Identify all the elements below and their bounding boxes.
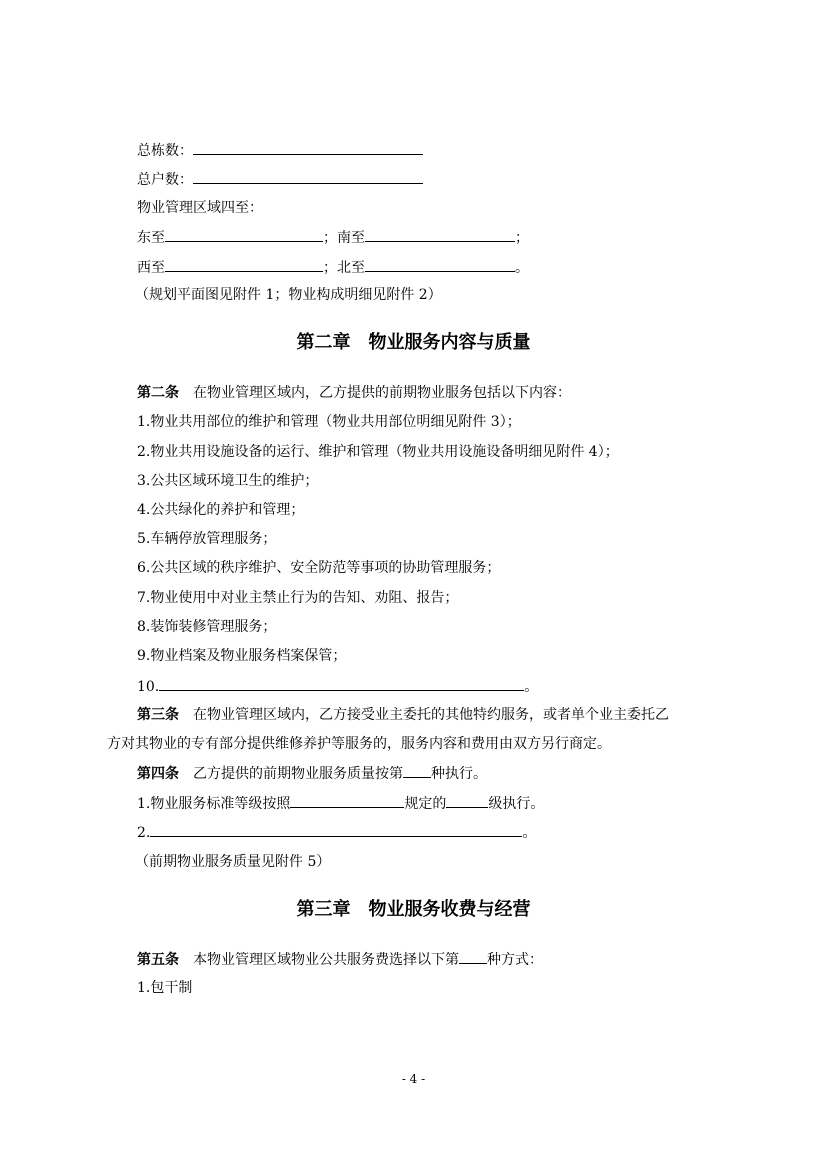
south-blank[interactable] (365, 228, 515, 242)
total-buildings-label: 总栋数： (137, 143, 193, 159)
list-item: 2.物业共用设施设备的运行、维护和管理（物业共用设施设备明细见附件 4）； (137, 444, 619, 460)
north-label: 北至 (337, 260, 365, 276)
article-text: 种方式： (487, 952, 543, 968)
boundary-label: 物业管理区域四至： (137, 200, 263, 216)
quality-note: （前期物业服务质量见附件 5） (135, 854, 331, 870)
item-2-blank[interactable] (150, 823, 522, 837)
attachment-note: （规划平面图见附件 1；物业构成明细见附件 2） (135, 287, 442, 303)
item-2-prefix: 2. (137, 825, 151, 841)
list-item: 7.物业使用中对业主禁止行为的告知、劝阻、报告； (137, 590, 459, 606)
article-text: 在物业管理区域内，乙方提供的前期物业服务包括以下内容： (179, 385, 571, 401)
item-10-end: 。 (524, 679, 539, 695)
item-2-end: 。 (522, 825, 537, 841)
list-item: 6.公共区域的秩序维护、安全防范等事项的协助管理服务； (137, 560, 501, 576)
west-blank[interactable] (165, 258, 323, 272)
west-label: 西至 (137, 260, 165, 276)
article-text: 种执行。 (431, 766, 487, 782)
article-4-item-2 (137, 823, 536, 842)
article-4 (137, 764, 487, 783)
south-label: 南至 (337, 230, 365, 246)
east-south-row (137, 228, 529, 247)
list-item: 1.物业共用部位的维护和管理（物业共用部位明细见附件 3）； (137, 414, 521, 430)
separator: ； (323, 230, 337, 246)
article-3-line2: 方对其物业的专有部分提供维修养护等服务的，服务内容和费用由双方另行商定。 (107, 736, 611, 752)
total-households-blank[interactable] (193, 170, 423, 184)
separator: ； (323, 260, 337, 276)
article-text: 本物业管理区域物业公共服务费选择以下第 (179, 952, 459, 968)
article-2 (137, 384, 571, 402)
separator: ； (515, 230, 529, 246)
article-text: 在物业管理区域内，乙方接受业主委托的其他特约服务，或者单个业主委托乙 (179, 707, 669, 723)
total-buildings-blank[interactable] (193, 141, 423, 155)
separator: 。 (515, 260, 529, 276)
item-text: 级执行。 (488, 796, 545, 812)
total-households-label: 总户数： (137, 172, 193, 188)
article-text: 乙方提供的前期物业服务质量按第 (179, 766, 403, 782)
option-1: 1.包干制 (137, 980, 193, 996)
article-label: 第三条 (137, 707, 179, 723)
page-number: - 4 - (401, 1072, 426, 1086)
list-item: 9.物业档案及物业服务档案保管； (137, 648, 347, 664)
article-label: 第五条 (137, 952, 179, 968)
option-number-blank[interactable] (403, 764, 431, 778)
article-5 (137, 950, 543, 969)
total-buildings-row (137, 141, 423, 160)
item-10-prefix: 10. (137, 679, 160, 695)
total-households-row (137, 170, 423, 189)
option-number-blank[interactable] (459, 950, 487, 964)
list-item-10 (137, 677, 538, 696)
article-label: 第四条 (137, 766, 179, 782)
item-text: 1.物业服务标准等级按照 (137, 796, 291, 812)
list-item: 5.车辆停放管理服务； (137, 531, 277, 547)
list-item: 8.装饰装修管理服务； (137, 619, 277, 635)
east-blank[interactable] (165, 228, 323, 242)
standard-blank[interactable] (290, 794, 404, 808)
item-text: 规定的 (404, 796, 447, 812)
item-10-blank[interactable] (159, 677, 524, 691)
list-item: 3.公共区域环境卫生的维护； (137, 473, 319, 489)
north-blank[interactable] (365, 258, 515, 272)
article-3-line1 (137, 706, 669, 724)
east-label: 东至 (137, 230, 165, 246)
article-4-item-1 (137, 794, 544, 813)
chapter-2-title: 第二章 物业服务内容与质量 (296, 332, 531, 353)
article-label: 第二条 (137, 385, 179, 401)
list-item: 4.公共绿化的养护和管理； (137, 502, 305, 518)
level-blank[interactable] (446, 794, 488, 808)
west-north-row (137, 258, 529, 277)
chapter-3-title: 第三章 物业服务收费与经营 (296, 899, 531, 920)
